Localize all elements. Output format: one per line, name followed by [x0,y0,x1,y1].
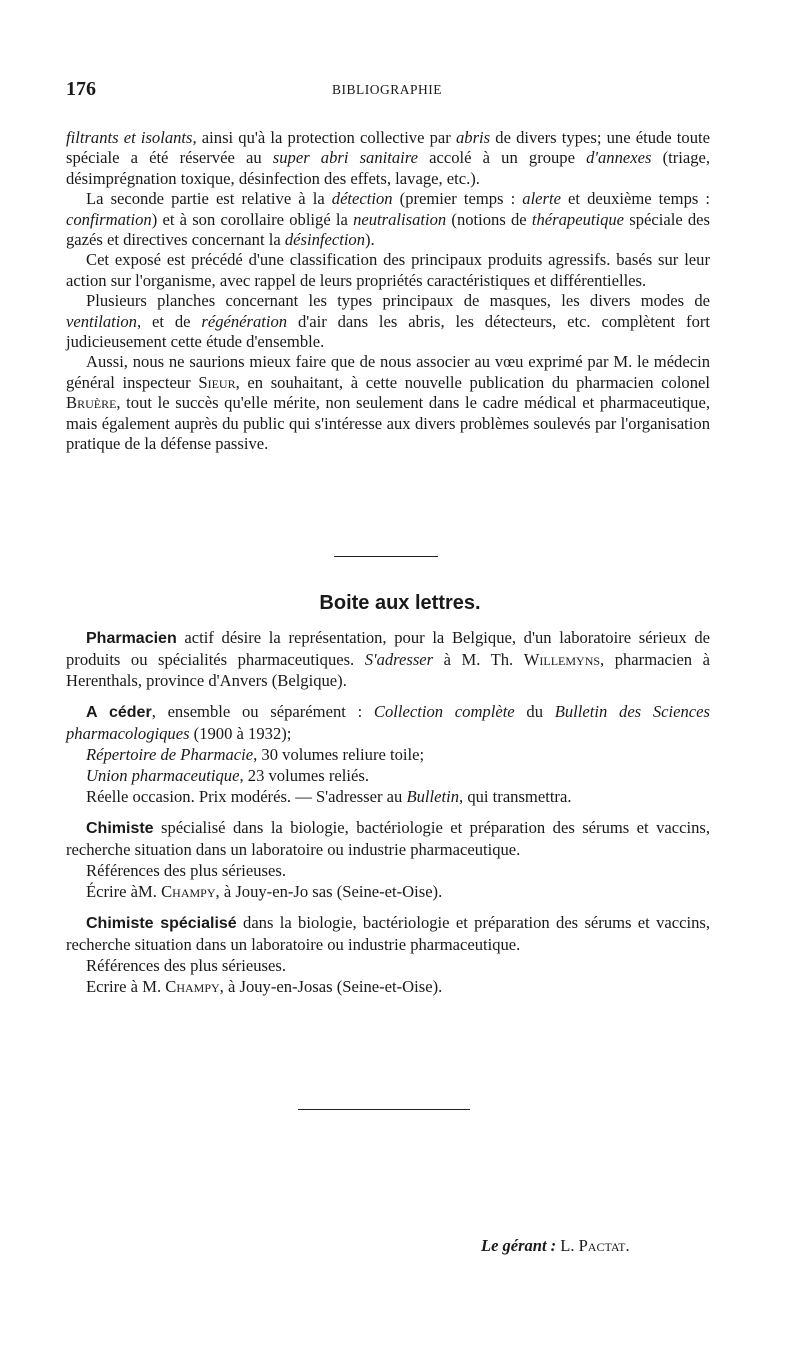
paragraph [66,128,710,189]
text-run: de divers types; une étude toute spéciale a été réservée au [66,128,710,168]
classified-ad [66,912,710,955]
text-run: Écrire àM. [86,882,162,901]
text-run: détection [331,189,393,209]
text-run: Aussi, nous ne saurions mieux faire que de nous associer au vœu exprimé par M. le médecin général inspecteur [66,352,710,392]
text-run: neutralisation [353,209,447,229]
text-run: Collection complète [373,702,515,721]
text-run: d'annexes [586,148,652,168]
text-run: spécialisé dans la biologie, bactériologie et préparation des sérums et vaccins, recherche situation dans un laboratoire ou industrie pharmaceutique. [66,818,710,859]
text-run: ainsi qu'à la protection collective par [196,128,456,147]
person-name: Willemyns [523,650,601,669]
text-run: super abri sanitaire [272,148,418,168]
text-run: , pharmacien à Herenthals, province d'Anvers (Belgique). [66,650,710,690]
text-run: Bulletin [406,787,460,806]
classified-ad [66,701,710,744]
text-run: (1900 à 1932); [189,724,292,743]
text-run: Références des plus sérieuses. [86,861,286,880]
gerant-label: Le gérant : [481,1236,557,1255]
text-run: accolé à un groupe [418,148,587,168]
signature-line [481,1236,630,1256]
classified-ad [66,627,710,691]
section-title: Boite aux lettres. [319,592,481,614]
text-run: Réelle occasion. Prix modérés. — S'adresser au [86,787,407,806]
person-name: Bruère [66,393,117,413]
text-run: à M. Th. [433,650,524,669]
text-run: filtrants et isolants, [66,128,197,147]
text-run: , en souhaitant, à cette nouvelle publication du pharmacien colonel [235,372,710,392]
text-run: , à Jouy-en-Josas (Seine-et-Oise). [219,977,443,996]
text-run: régénération [201,311,288,331]
ad-line [66,881,710,902]
ad-line [66,955,710,976]
text-run: S'adresser [364,650,434,669]
text-run: Répertoire de Pharmacie [86,745,254,764]
ad-line [66,765,710,786]
text-run: dans la biologie, bactériologie et préparation des sérums et vaccins, recherche situation dans un laboratoire ou industrie pharmaceutique. [66,913,710,954]
text-run: du [514,702,555,721]
page-number: 176 [66,78,96,100]
text-run: , ensemble ou séparément : [151,702,374,721]
paragraph [66,352,710,454]
text-run: spéciale des gazés et directives concernant la [66,209,711,250]
text-run: actif désire la représentation, pour la Belgique, d'un laboratoire sérieux de produits ou spécialités pharmaceutiques. [66,628,710,669]
running-head: BIBLIOGRAPHIE [332,82,442,97]
text-run: , tout le succès qu'elle mérite, non seulement dans le cadre médical et pharmaceutique, mais également auprès du public qui s'intéresse aux divers problèmes soulevés par l'organisation pratique de la défense passive. [66,393,710,454]
paragraph [66,189,710,250]
text-run: , et de [136,311,202,331]
text-run: , 30 volumes reliure toile; [253,745,425,764]
ad-line [66,744,710,765]
review-text [66,128,710,455]
text-run: désinfection [284,230,366,250]
text-run: Cet exposé est précédé d'une classification des principaux produits agressifs. basés sur leur action sur l'organisme, avec rappel de leurs propriétés caractéristiques et différentielles. [66,250,710,290]
text-run: et deuxième temps : [560,189,711,209]
text-run: , à Jouy-en-Jo sas (Seine-et-Oise). [215,882,443,901]
person-name: Sieur [198,372,236,392]
text-run: Ecrire à M. [86,977,166,996]
ad-lead: Pharmacien [86,630,177,647]
text-run: La seconde partie est relative à la [86,189,332,209]
ad-line [66,976,710,997]
paragraph [66,250,710,291]
text-run: (triage, désimprégnation toxique, désinfection des effets, lavage, etc.). [66,148,711,188]
person-name: Champy [161,882,216,901]
classified-ad [66,817,710,860]
text-run: ventilation [66,311,137,331]
text-run: (premier temps : [392,189,523,209]
text-run: d'air dans les abris, les détecteurs, etc. complètent fort judicieusement cette étude d'ensemble. [66,311,711,352]
text-run: Bulletin des Sciences pharmacologiques [66,702,710,743]
classified-ads [66,627,710,997]
text-run: (notions de [446,209,532,229]
text-run: thérapeutique [531,209,625,229]
text-run: Références des plus sérieuses. [86,956,286,975]
text-run: Union pharmaceutique [86,766,240,785]
text-run: alerte [522,189,561,209]
text-run: , qui transmettra. [459,787,572,806]
text-run: ) et à son corollaire obligé la [151,209,354,229]
ad-line [66,860,710,881]
ad-lead: Chimiste spécialisé [86,915,237,932]
text-run: ). [365,230,375,250]
gerant-name: L. Pactat. [560,1236,630,1255]
text-run: , 23 volumes reliés. [239,766,369,785]
text-run: confirmation [66,209,152,229]
page-header [66,78,710,102]
ad-lead: Chimiste [86,820,154,837]
text-run: Plusieurs planches concernant les types principaux de masques, les divers modes de [86,291,710,311]
text-run: abris [455,128,491,147]
divider [298,1109,470,1110]
ad-line [66,786,710,807]
person-name: Champy [165,977,220,996]
ad-lead: A céder [86,704,152,721]
paragraph [66,291,710,352]
divider [334,556,438,557]
